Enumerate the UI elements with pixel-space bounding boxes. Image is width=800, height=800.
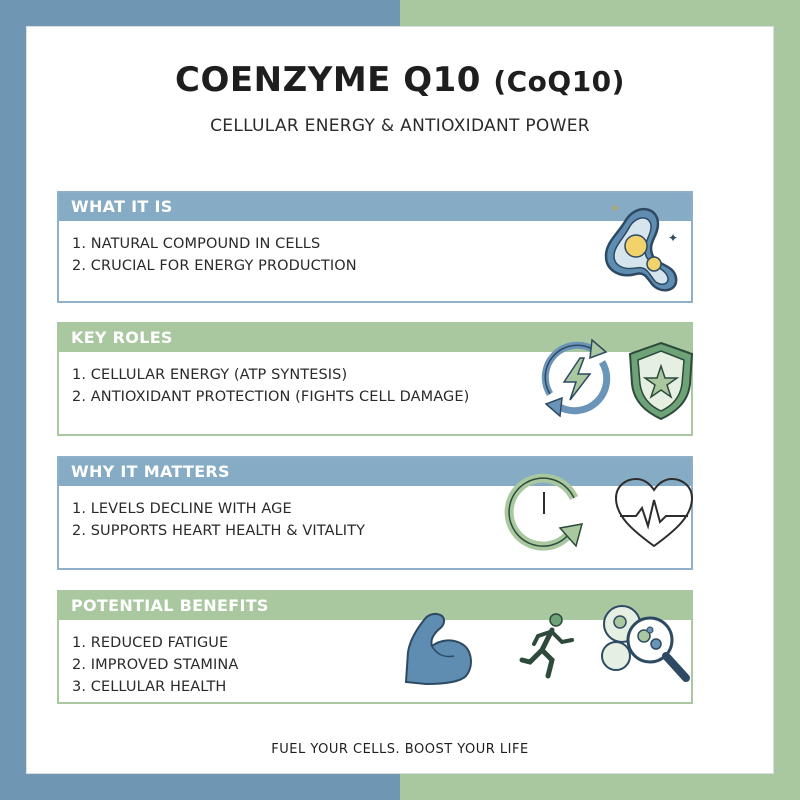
shield-star-icon: [626, 340, 696, 422]
runner-icon: [518, 610, 578, 680]
footer-tagline: FUEL YOUR CELLS. BOOST YOUR LIFE: [271, 742, 529, 757]
svg-text:+: +: [610, 201, 621, 215]
svg-text:✦: ✦: [668, 231, 679, 245]
title-main: COENZYME Q10: [175, 60, 481, 100]
list-item: 1. CELLULAR ENERGY (ATP SYNTESIS): [72, 367, 348, 383]
section-heading: KEY ROLES: [59, 324, 691, 352]
list-item: 2. CRUCIAL FOR ENERGY PRODUCTION: [72, 258, 357, 274]
list-item: 2. ANTIOXIDANT PROTECTION (FIGHTS CELL DAMAGE): [72, 389, 470, 405]
magnified-cells-icon: [600, 600, 696, 692]
clock-cycle-icon: [502, 470, 588, 556]
list-item: 2. SUPPORTS HEART HEALTH & VITALITY: [72, 523, 366, 539]
list-item: 1. LEVELS DECLINE WITH AGE: [72, 501, 292, 517]
heart-pulse-icon: [612, 476, 696, 550]
section-heading: WHY IT MATTERS: [59, 458, 691, 486]
list-item: 3. CELLULAR HEALTH: [72, 679, 227, 695]
section-why-it-matters: [57, 456, 693, 570]
title-abbreviation: (CoQ10): [493, 65, 625, 98]
energy-cycle-icon: [534, 336, 618, 420]
section-potential-benefits: [57, 590, 693, 704]
list-item: 2. IMPROVED STAMINA: [72, 657, 239, 673]
section-heading: POTENTIAL BENEFITS: [59, 592, 691, 620]
flexed-arm-icon: [396, 606, 478, 686]
list-item: 1. REDUCED FATIGUE: [72, 635, 229, 651]
section-list: [59, 632, 691, 698]
section-heading: WHAT IT IS: [59, 193, 691, 221]
mitochondria-icon: [596, 198, 688, 296]
list-item: 1. NATURAL COMPOUND IN CELLS: [72, 236, 321, 252]
page-subtitle: CELLULAR ENERGY & ANTIOXIDANT POWER: [210, 116, 590, 136]
section-list: [59, 498, 691, 542]
page-title: [0, 60, 800, 100]
